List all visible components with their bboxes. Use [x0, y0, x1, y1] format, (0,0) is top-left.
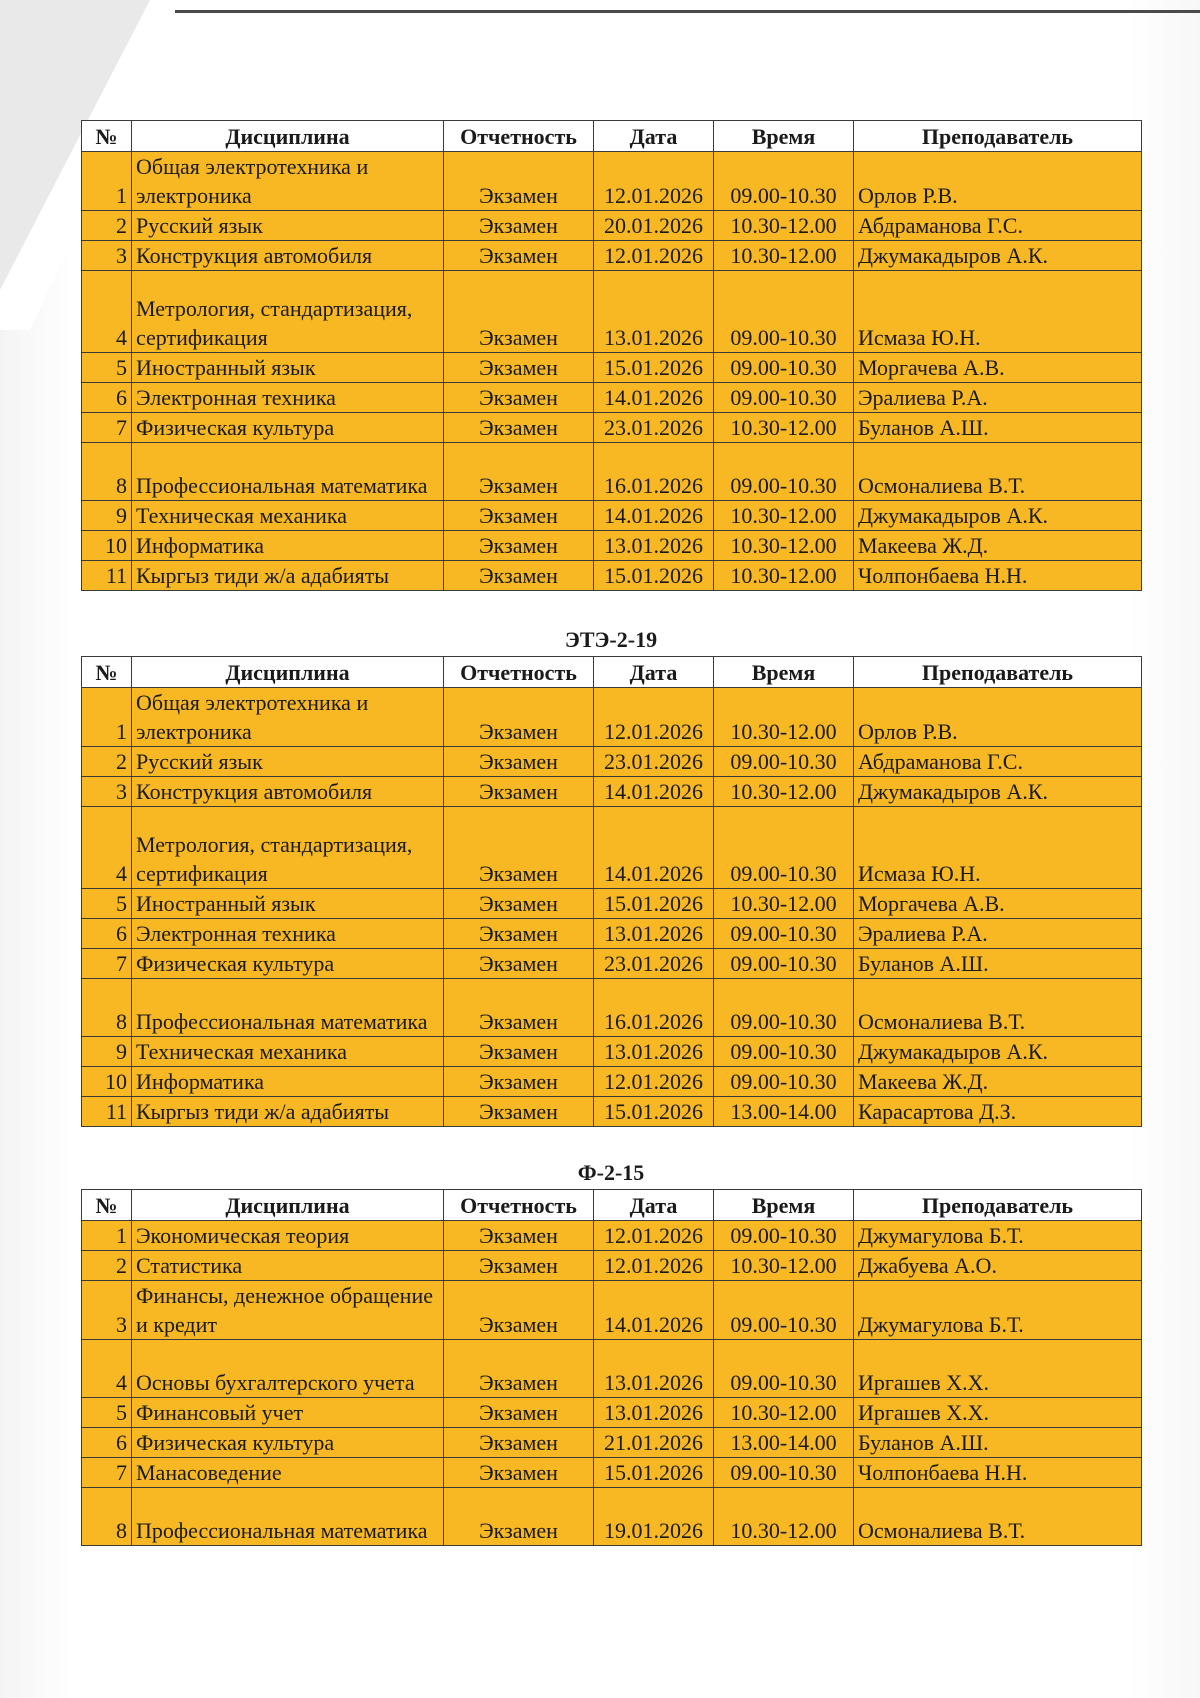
reporting-cell: Экзамен [444, 1281, 594, 1340]
reporting-cell: Экзамен [444, 1488, 594, 1546]
time-cell: 10.30-12.00 [714, 688, 854, 747]
teacher-cell: Буланов А.Ш. [854, 949, 1142, 979]
table-row [82, 413, 1142, 443]
row-number: 8 [82, 443, 132, 501]
discipline-cell: Русский язык [132, 747, 444, 777]
header-discipline: Дисциплина [132, 1190, 444, 1221]
header-number: № [82, 657, 132, 688]
discipline-cell: Метрология, стандартизация, сертификация [132, 807, 444, 889]
date-cell: 13.01.2026 [594, 1340, 714, 1398]
table-row [82, 889, 1142, 919]
group-title-f-2-15: Ф-2-15 [577, 1160, 645, 1185]
row-number: 5 [82, 1398, 132, 1428]
table-row [82, 241, 1142, 271]
date-cell: 14.01.2026 [594, 777, 714, 807]
discipline-cell: Русский язык [132, 211, 444, 241]
header-reporting: Отчетность [444, 1190, 594, 1221]
date-cell: 23.01.2026 [594, 413, 714, 443]
row-number: 4 [82, 807, 132, 889]
discipline-cell: Манасоведение [132, 1458, 444, 1488]
time-cell: 10.30-12.00 [714, 1398, 854, 1428]
date-cell: 13.01.2026 [594, 531, 714, 561]
teacher-cell: Буланов А.Ш. [854, 413, 1142, 443]
reporting-cell: Экзамен [444, 919, 594, 949]
table-row [82, 1067, 1142, 1097]
row-number: 5 [82, 889, 132, 919]
discipline-cell: Общая электротехника и электроника [132, 152, 444, 211]
teacher-cell: Джабуева А.О. [854, 1251, 1142, 1281]
date-cell: 13.01.2026 [594, 1037, 714, 1067]
table-row [82, 949, 1142, 979]
table-row [82, 1458, 1142, 1488]
reporting-cell: Экзамен [444, 501, 594, 531]
row-number: 9 [82, 501, 132, 531]
discipline-cell: Профессиональная математика [132, 1488, 444, 1546]
row-number: 1 [82, 688, 132, 747]
date-cell: 23.01.2026 [594, 747, 714, 777]
date-cell: 15.01.2026 [594, 1458, 714, 1488]
reporting-cell: Экзамен [444, 777, 594, 807]
teacher-cell: Джумакадыров А.К. [854, 501, 1142, 531]
table-row [82, 688, 1142, 747]
table-header-row [82, 1190, 1142, 1221]
row-number: 2 [82, 211, 132, 241]
header-time: Время [714, 657, 854, 688]
time-cell: 09.00-10.30 [714, 919, 854, 949]
table-row [82, 979, 1142, 1037]
discipline-cell: Экономическая теория [132, 1221, 444, 1251]
row-number: 8 [82, 1488, 132, 1546]
row-number: 7 [82, 1458, 132, 1488]
time-cell: 13.00-14.00 [714, 1097, 854, 1127]
table-row [82, 1251, 1142, 1281]
reporting-cell: Экзамен [444, 1458, 594, 1488]
table-row [82, 747, 1142, 777]
teacher-cell: Осмоналиева В.Т. [854, 979, 1142, 1037]
discipline-cell: Физическая культура [132, 1428, 444, 1458]
row-number: 6 [82, 1428, 132, 1458]
time-cell: 10.30-12.00 [714, 1488, 854, 1546]
row-number: 10 [82, 1067, 132, 1097]
table-row [82, 211, 1142, 241]
table-row [82, 531, 1142, 561]
reporting-cell: Экзамен [444, 889, 594, 919]
teacher-cell: Моргачева А.В. [854, 353, 1142, 383]
discipline-cell: Техническая механика [132, 501, 444, 531]
teacher-cell: Абдраманова Г.С. [854, 211, 1142, 241]
header-number: № [82, 1190, 132, 1221]
discipline-cell: Иностранный язык [132, 889, 444, 919]
discipline-cell: Общая электротехника и электроника [132, 688, 444, 747]
time-cell: 09.00-10.30 [714, 979, 854, 1037]
row-number: 9 [82, 1037, 132, 1067]
reporting-cell: Экзамен [444, 979, 594, 1037]
table-row [82, 353, 1142, 383]
reporting-cell: Экзамен [444, 152, 594, 211]
time-cell: 10.30-12.00 [714, 211, 854, 241]
row-number: 7 [82, 949, 132, 979]
time-cell: 13.00-14.00 [714, 1428, 854, 1458]
date-cell: 14.01.2026 [594, 383, 714, 413]
time-cell: 10.30-12.00 [714, 1251, 854, 1281]
discipline-cell: Профессиональная математика [132, 443, 444, 501]
row-number: 1 [82, 1221, 132, 1251]
table-row [82, 1398, 1142, 1428]
reporting-cell: Экзамен [444, 271, 594, 353]
date-cell: 14.01.2026 [594, 1281, 714, 1340]
date-cell: 20.01.2026 [594, 211, 714, 241]
row-number: 10 [82, 531, 132, 561]
row-number: 11 [82, 1097, 132, 1127]
time-cell: 10.30-12.00 [714, 889, 854, 919]
date-cell: 16.01.2026 [594, 443, 714, 501]
header-date: Дата [594, 121, 714, 152]
discipline-cell: Основы бухгалтерского учета [132, 1340, 444, 1398]
time-cell: 09.00-10.30 [714, 353, 854, 383]
table-row [82, 501, 1142, 531]
time-cell: 09.00-10.30 [714, 1340, 854, 1398]
page-top-edge [175, 10, 1200, 13]
time-cell: 09.00-10.30 [714, 443, 854, 501]
header-reporting: Отчетность [444, 657, 594, 688]
header-time: Время [714, 1190, 854, 1221]
header-reporting: Отчетность [444, 121, 594, 152]
teacher-cell: Джумагулова Б.Т. [854, 1281, 1142, 1340]
reporting-cell: Экзамен [444, 1037, 594, 1067]
teacher-cell: Исмаза Ю.Н. [854, 807, 1142, 889]
reporting-cell: Экзамен [444, 211, 594, 241]
date-cell: 12.01.2026 [594, 152, 714, 211]
date-cell: 13.01.2026 [594, 919, 714, 949]
teacher-cell: Осмоналиева В.Т. [854, 443, 1142, 501]
date-cell: 23.01.2026 [594, 949, 714, 979]
date-cell: 12.01.2026 [594, 1251, 714, 1281]
table-row [82, 919, 1142, 949]
date-cell: 19.01.2026 [594, 1488, 714, 1546]
teacher-cell: Осмоналиева В.Т. [854, 1488, 1142, 1546]
discipline-cell: Техническая механика [132, 1037, 444, 1067]
time-cell: 09.00-10.30 [714, 383, 854, 413]
header-time: Время [714, 121, 854, 152]
table-row [82, 807, 1142, 889]
date-cell: 13.01.2026 [594, 1398, 714, 1428]
table-row [82, 443, 1142, 501]
date-cell: 15.01.2026 [594, 889, 714, 919]
teacher-cell: Макеева Ж.Д. [854, 1067, 1142, 1097]
discipline-cell: Профессиональная математика [132, 979, 444, 1037]
time-cell: 10.30-12.00 [714, 561, 854, 591]
header-teacher: Преподаватель [854, 1190, 1142, 1221]
discipline-cell: Физическая культура [132, 413, 444, 443]
discipline-cell: Метрология, стандартизация, сертификация [132, 271, 444, 353]
time-cell: 09.00-10.30 [714, 1037, 854, 1067]
time-cell: 09.00-10.30 [714, 1067, 854, 1097]
row-number: 6 [82, 919, 132, 949]
schedule-table-group-2 [81, 656, 1142, 1127]
reporting-cell: Экзамен [444, 747, 594, 777]
reporting-cell: Экзамен [444, 531, 594, 561]
discipline-cell: Иностранный язык [132, 353, 444, 383]
reporting-cell: Экзамен [444, 1097, 594, 1127]
group-title-ete-2-19: ЭТЭ-2-19 [564, 627, 658, 652]
table-row [82, 1037, 1142, 1067]
reporting-cell: Экзамен [444, 1428, 594, 1458]
reporting-cell: Экзамен [444, 1398, 594, 1428]
date-cell: 21.01.2026 [594, 1428, 714, 1458]
time-cell: 09.00-10.30 [714, 271, 854, 353]
header-number: № [82, 121, 132, 152]
teacher-cell: Эралиева Р.А. [854, 919, 1142, 949]
row-number: 2 [82, 747, 132, 777]
teacher-cell: Джумакадыров А.К. [854, 241, 1142, 271]
table-row [82, 561, 1142, 591]
teacher-cell: Чолпонбаева Н.Н. [854, 1458, 1142, 1488]
discipline-cell: Кыргыз тиди ж/а адабияты [132, 1097, 444, 1127]
reporting-cell: Экзамен [444, 688, 594, 747]
schedule-table-group-1 [81, 120, 1142, 591]
discipline-cell: Информатика [132, 531, 444, 561]
header-discipline: Дисциплина [132, 121, 444, 152]
header-teacher: Преподаватель [854, 121, 1142, 152]
reporting-cell: Экзамен [444, 807, 594, 889]
teacher-cell: Джумагулова Б.Т. [854, 1221, 1142, 1251]
time-cell: 10.30-12.00 [714, 413, 854, 443]
row-number: 5 [82, 353, 132, 383]
teacher-cell: Орлов Р.В. [854, 688, 1142, 747]
teacher-cell: Моргачева А.В. [854, 889, 1142, 919]
reporting-cell: Экзамен [444, 561, 594, 591]
reporting-cell: Экзамен [444, 1340, 594, 1398]
row-number: 1 [82, 152, 132, 211]
row-number: 3 [82, 1281, 132, 1340]
date-cell: 12.01.2026 [594, 1067, 714, 1097]
discipline-cell: Финансы, денежное обращение и кредит [132, 1281, 444, 1340]
teacher-cell: Макеева Ж.Д. [854, 531, 1142, 561]
reporting-cell: Экзамен [444, 443, 594, 501]
reporting-cell: Экзамен [444, 1221, 594, 1251]
teacher-cell: Иргашев Х.Х. [854, 1398, 1142, 1428]
time-cell: 09.00-10.30 [714, 1281, 854, 1340]
teacher-cell: Джумакадыров А.К. [854, 777, 1142, 807]
row-number: 8 [82, 979, 132, 1037]
date-cell: 12.01.2026 [594, 1221, 714, 1251]
reporting-cell: Экзамен [444, 949, 594, 979]
table-row [82, 1428, 1142, 1458]
date-cell: 15.01.2026 [594, 1097, 714, 1127]
row-number: 7 [82, 413, 132, 443]
reporting-cell: Экзамен [444, 383, 594, 413]
table-header-row [82, 657, 1142, 688]
table-row [82, 1097, 1142, 1127]
header-discipline: Дисциплина [132, 657, 444, 688]
teacher-cell: Эралиева Р.А. [854, 383, 1142, 413]
time-cell: 10.30-12.00 [714, 241, 854, 271]
discipline-cell: Информатика [132, 1067, 444, 1097]
row-number: 3 [82, 241, 132, 271]
teacher-cell: Орлов Р.В. [854, 152, 1142, 211]
time-cell: 09.00-10.30 [714, 949, 854, 979]
header-date: Дата [594, 1190, 714, 1221]
table-row [82, 1221, 1142, 1251]
header-teacher: Преподаватель [854, 657, 1142, 688]
table-row [82, 1488, 1142, 1546]
teacher-cell: Абдраманова Г.С. [854, 747, 1142, 777]
row-number: 3 [82, 777, 132, 807]
time-cell: 09.00-10.30 [714, 152, 854, 211]
teacher-cell: Чолпонбаева Н.Н. [854, 561, 1142, 591]
table-row [82, 152, 1142, 211]
discipline-cell: Кыргыз тиди ж/а адабияты [132, 561, 444, 591]
date-cell: 12.01.2026 [594, 688, 714, 747]
table-row [82, 1281, 1142, 1340]
discipline-cell: Электронная техника [132, 919, 444, 949]
teacher-cell: Карасартова Д.З. [854, 1097, 1142, 1127]
time-cell: 09.00-10.30 [714, 747, 854, 777]
date-cell: 14.01.2026 [594, 501, 714, 531]
reporting-cell: Экзамен [444, 1251, 594, 1281]
teacher-cell: Иргашев Х.Х. [854, 1340, 1142, 1398]
table-row [82, 271, 1142, 353]
teacher-cell: Джумакадыров А.К. [854, 1037, 1142, 1067]
table-row [82, 383, 1142, 413]
reporting-cell: Экзамен [444, 1067, 594, 1097]
discipline-cell: Конструкция автомобиля [132, 241, 444, 271]
row-number: 11 [82, 561, 132, 591]
discipline-cell: Статистика [132, 1251, 444, 1281]
time-cell: 10.30-12.00 [714, 531, 854, 561]
reporting-cell: Экзамен [444, 241, 594, 271]
date-cell: 14.01.2026 [594, 807, 714, 889]
row-number: 4 [82, 271, 132, 353]
teacher-cell: Буланов А.Ш. [854, 1428, 1142, 1458]
time-cell: 09.00-10.30 [714, 1458, 854, 1488]
time-cell: 10.30-12.00 [714, 777, 854, 807]
row-number: 4 [82, 1340, 132, 1398]
discipline-cell: Электронная техника [132, 383, 444, 413]
discipline-cell: Физическая культура [132, 949, 444, 979]
date-cell: 16.01.2026 [594, 979, 714, 1037]
reporting-cell: Экзамен [444, 413, 594, 443]
table-row [82, 777, 1142, 807]
reporting-cell: Экзамен [444, 353, 594, 383]
table-row [82, 1340, 1142, 1398]
date-cell: 15.01.2026 [594, 561, 714, 591]
header-date: Дата [594, 657, 714, 688]
teacher-cell: Исмаза Ю.Н. [854, 271, 1142, 353]
row-number: 6 [82, 383, 132, 413]
row-number: 2 [82, 1251, 132, 1281]
date-cell: 13.01.2026 [594, 271, 714, 353]
discipline-cell: Конструкция автомобиля [132, 777, 444, 807]
discipline-cell: Финансовый учет [132, 1398, 444, 1428]
table-header-row [82, 121, 1142, 152]
time-cell: 10.30-12.00 [714, 501, 854, 531]
date-cell: 12.01.2026 [594, 241, 714, 271]
date-cell: 15.01.2026 [594, 353, 714, 383]
schedule-table-group-3 [81, 1189, 1142, 1546]
time-cell: 09.00-10.30 [714, 1221, 854, 1251]
time-cell: 09.00-10.30 [714, 807, 854, 889]
